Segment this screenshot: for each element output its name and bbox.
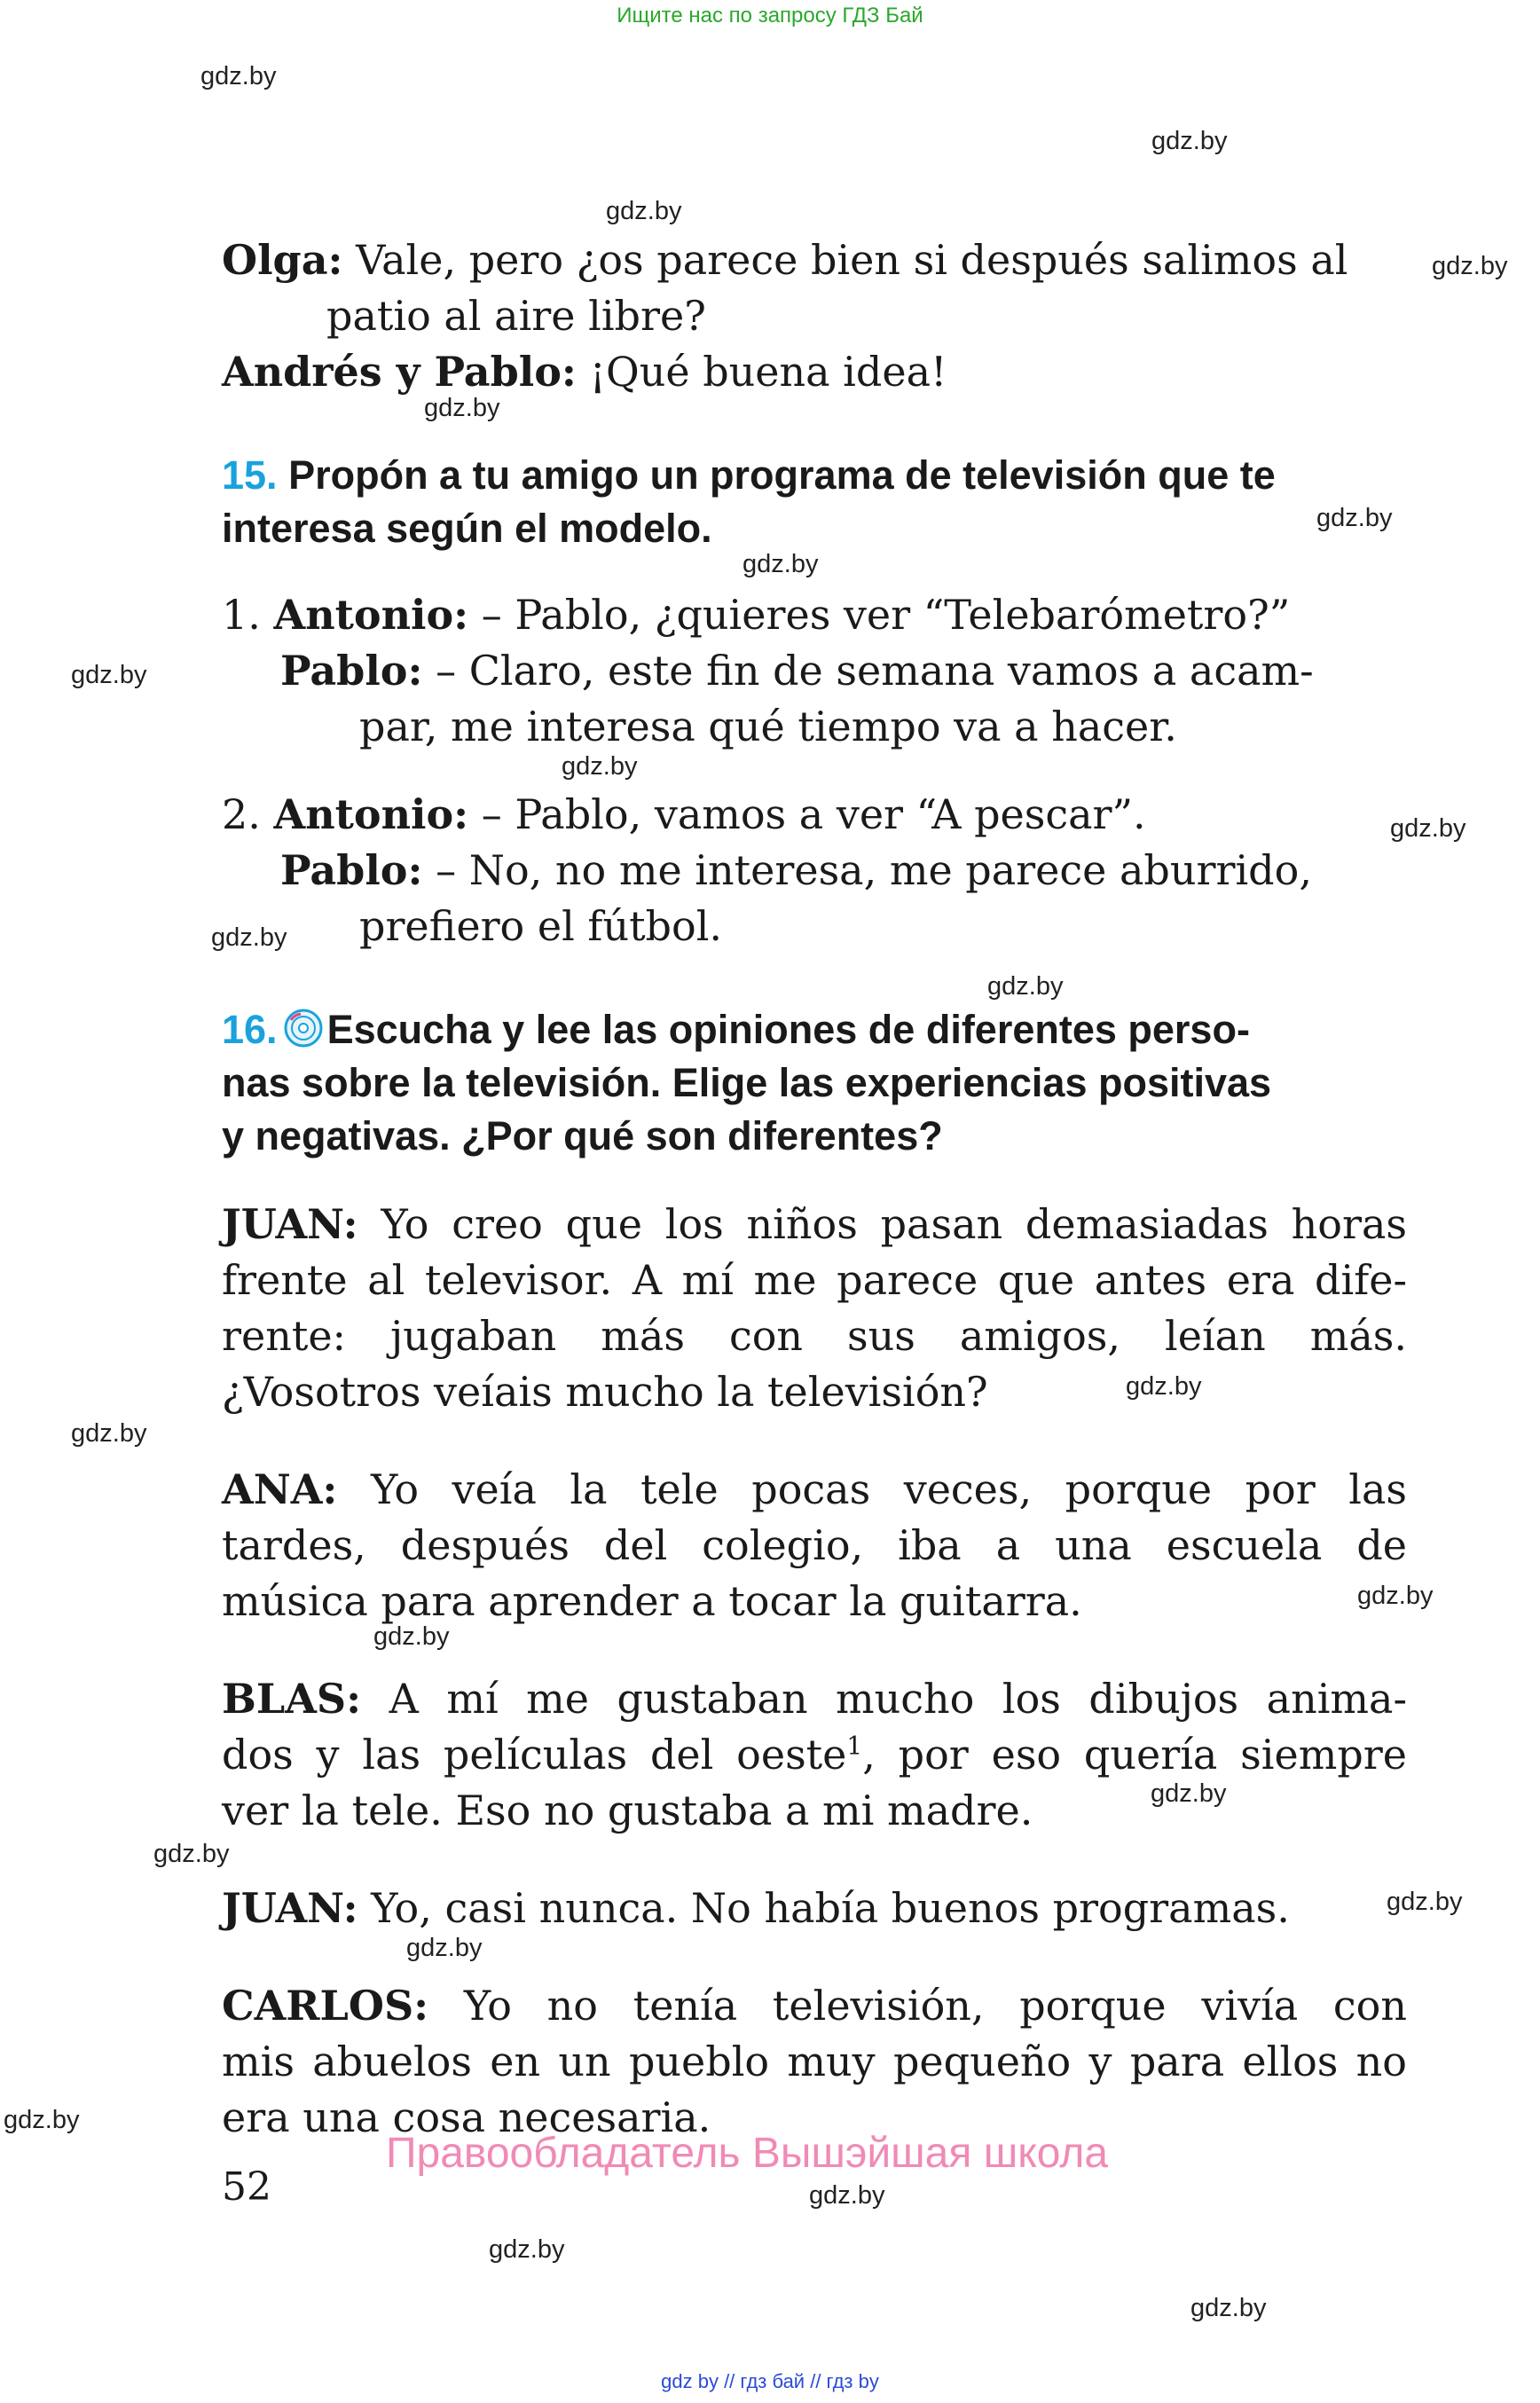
ex15-item-2-antonio-text: – Pablo, vamos a ver “A pescar”. bbox=[481, 790, 1146, 838]
ana-opinion-line-1 bbox=[222, 1461, 1407, 1518]
olga-text-1: Vale, pero ¿os parece bien si después salimos al bbox=[356, 236, 1348, 284]
olga-line-1 bbox=[222, 232, 1348, 288]
watermark: gdz.by bbox=[71, 661, 147, 689]
speaker-juan: JUAN: bbox=[222, 1200, 358, 1248]
carlos-opinion-line-1 bbox=[222, 1977, 1407, 2034]
watermark: gdz.by bbox=[1126, 1372, 1202, 1401]
juan-text-1: Yo creo que los niños pasan demasiadas horas bbox=[381, 1200, 1407, 1248]
andres-pablo-line bbox=[222, 343, 947, 400]
watermark: gdz.by bbox=[489, 2235, 565, 2264]
exercise-15-heading bbox=[222, 449, 1276, 502]
top-banner: Ищите нас по запросу ГДЗ Бай bbox=[617, 4, 923, 27]
speaker-antonio: Antonio: bbox=[273, 790, 469, 838]
exercise-15-number: 15. bbox=[222, 452, 278, 498]
bottom-banner[interactable]: gdz by // гдз бай // гдз by bbox=[661, 2370, 879, 2392]
watermark: gdz.by bbox=[809, 2181, 885, 2210]
blas-text-2b: , por eso quería siempre bbox=[862, 1731, 1407, 1779]
footnote-marker: 1 bbox=[846, 1731, 863, 1761]
page-number: 52 bbox=[222, 2164, 271, 2210]
blas-opinion-line-2 bbox=[222, 1726, 1407, 1783]
speaker-juan: JUAN: bbox=[222, 1884, 358, 1932]
carlos-opinion-line-3: era una cosa necesaria. bbox=[222, 2093, 711, 2141]
speaker-pablo: Pablo: bbox=[280, 647, 423, 695]
blas-text-2a: dos y las películas del oeste bbox=[222, 1731, 847, 1779]
speaker-pablo: Pablo: bbox=[280, 846, 423, 894]
ex15-item-2-antonio bbox=[222, 786, 1146, 843]
watermark: gdz.by bbox=[1151, 1779, 1227, 1808]
speaker-blas: BLAS: bbox=[222, 1675, 362, 1723]
speaker-ana: ANA: bbox=[222, 1465, 338, 1513]
watermark: gdz.by bbox=[71, 1419, 147, 1448]
olga-line-2: patio al aire libre? bbox=[326, 292, 706, 340]
speaker-olga: Olga: bbox=[222, 236, 343, 284]
carlos-opinion-line-2: mis abuelos en un pueblo muy pequeño y para ellos no bbox=[222, 2038, 1407, 2085]
andres-pablo-text: ¡Qué buena idea! bbox=[589, 348, 947, 396]
ex15-item-1-pablo-text-2: par, me interesa qué tiempo va a hacer. bbox=[359, 703, 1177, 750]
ana-opinion-line-3: música para aprender a tocar la guitarra. bbox=[222, 1577, 1082, 1625]
audio-disc-icon[interactable] bbox=[283, 1008, 324, 1062]
watermark: gdz.by bbox=[211, 923, 287, 952]
blas-opinion-line-3: ver la tele. Eso no gustaba a mi madre. bbox=[222, 1787, 1033, 1834]
juan-opinion-line-1 bbox=[222, 1196, 1407, 1253]
ex15-item-1-antonio-text: – Pablo, ¿quieres ver “Telebarómetro?” bbox=[481, 591, 1291, 639]
watermark: gdz.by bbox=[1390, 814, 1466, 843]
exercise-16-instruction-1: Escucha y lee las opiniones de diferentes perso- bbox=[326, 1007, 1250, 1052]
watermark: gdz.by bbox=[1357, 1582, 1434, 1610]
watermark: gdz.by bbox=[987, 972, 1064, 1001]
watermark: gdz.by bbox=[1387, 1888, 1463, 1916]
ex15-item-1-pablo-text-1: – Claro, este fin de semana vamos a acam- bbox=[436, 647, 1314, 695]
carlos-text-1: Yo no tenía televisión, porque vivía con bbox=[463, 1982, 1408, 2030]
exercise-16-number: 16. bbox=[222, 1007, 278, 1052]
ex15-item-2-pablo-text-1: – No, no me interesa, me parece aburrido, bbox=[436, 846, 1312, 894]
ex15-item-2-number: 2. bbox=[222, 790, 261, 838]
watermark: gdz.by bbox=[406, 1934, 483, 1962]
speaker-andres-pablo: Andrés y Pablo: bbox=[222, 348, 577, 396]
exercise-16-heading bbox=[222, 1003, 1250, 1062]
watermark: gdz.by bbox=[1432, 252, 1508, 280]
blas-opinion-line-1 bbox=[222, 1670, 1407, 1727]
watermark: gdz.by bbox=[200, 62, 277, 90]
watermark: gdz.by bbox=[1151, 127, 1228, 155]
ex15-item-1-number: 1. bbox=[222, 591, 261, 639]
watermark: gdz.by bbox=[606, 197, 682, 225]
ex15-item-1-antonio bbox=[222, 586, 1290, 643]
speaker-antonio: Antonio: bbox=[273, 591, 469, 639]
exercise-16-instruction-2: nas sobre la televisión. Elige las experiencias positivas bbox=[222, 1060, 1272, 1105]
watermark: gdz.by bbox=[153, 1840, 230, 1868]
exercise-16-instruction-3: y negativas. ¿Por qué son diferentes? bbox=[222, 1113, 943, 1158]
ex15-item-2-pablo bbox=[280, 842, 1312, 899]
speaker-carlos: CARLOS: bbox=[222, 1982, 429, 2030]
ex15-item-1-pablo bbox=[280, 642, 1314, 699]
exercise-15-instruction-2: interesa según el modelo. bbox=[222, 506, 712, 551]
watermark: gdz.by bbox=[1316, 504, 1393, 532]
juan-short-text: Yo, casi nunca. No había buenos programas. bbox=[371, 1884, 1290, 1932]
ex15-item-2-pablo-text-2: prefiero el fútbol. bbox=[359, 902, 723, 950]
exercise-15-instruction-1: Propón a tu amigo un programa de televisión que te bbox=[288, 452, 1276, 498]
watermark: gdz.by bbox=[562, 752, 638, 781]
watermark: gdz.by bbox=[742, 550, 819, 578]
watermark: gdz.by bbox=[424, 394, 500, 422]
juan-opinion-line-3: rente: jugaban más con sus amigos, leían más. bbox=[222, 1312, 1407, 1360]
watermark: gdz.by bbox=[1190, 2294, 1267, 2322]
juan-opinion-line-4: ¿Vosotros veíais mucho la televisión? bbox=[222, 1368, 988, 1416]
ana-opinion-line-2: tardes, después del colegio, iba a una escuela de bbox=[222, 1521, 1407, 1569]
ana-text-1: Yo veía la tele pocas veces, porque por las bbox=[370, 1465, 1407, 1513]
blas-text-1: A mí me gustaban mucho los dibujos anima- bbox=[389, 1675, 1407, 1723]
watermark: gdz.by bbox=[4, 2106, 80, 2134]
watermark: gdz.by bbox=[373, 1622, 450, 1651]
juan-short-opinion bbox=[222, 1880, 1290, 1936]
copyright-notice: Правообладатель Вышэйшая школа bbox=[386, 2130, 1109, 2177]
juan-opinion-line-2: frente al televisor. A mí me parece que antes era dife- bbox=[222, 1256, 1407, 1304]
